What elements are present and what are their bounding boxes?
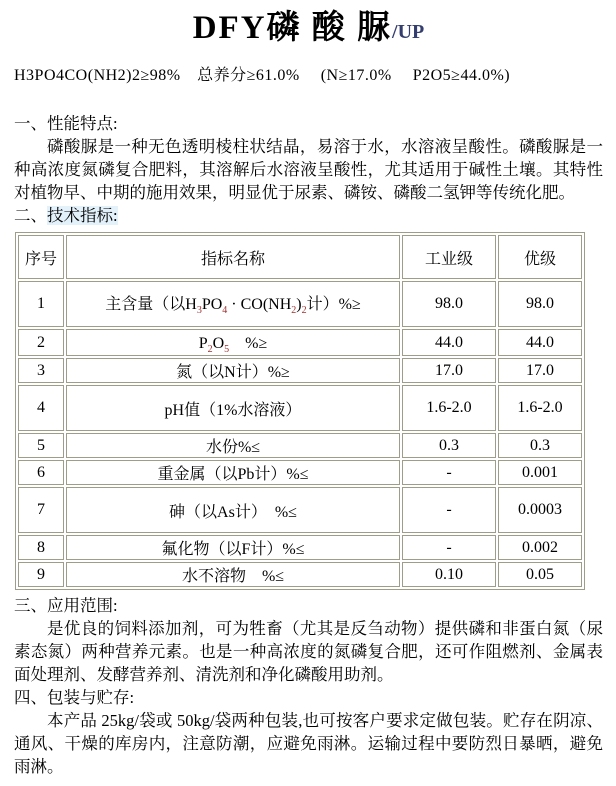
table-row (18, 329, 582, 356)
row-no-cell: 6 (18, 460, 64, 485)
row-no-cell: 4 (18, 385, 64, 431)
specs-table (15, 232, 585, 590)
premium-value-cell: 0.002 (498, 535, 582, 560)
industrial-value-cell: 0.3 (402, 433, 496, 458)
industrial-value-cell: 98.0 (402, 281, 496, 327)
premium-value-cell: 1.6-2.0 (498, 385, 582, 431)
premium-value-cell: 44.0 (498, 329, 582, 356)
indicator-name-cell: 主含量（以$H_3PO_4 \cdot CO(NH_2)_2$计）%≥ (66, 281, 400, 327)
col-header-name: 指标名称 (66, 235, 400, 279)
premium-value-cell: 0.3 (498, 433, 582, 458)
section-specs-heading-prefix: 二、 (14, 206, 47, 225)
formula-line: H3PO4CO(NH2)2≥98% 总养分≥61.0% (N≥17.0% P2O5≥44.0%) (14, 67, 511, 84)
row-no-cell: 1 (18, 281, 64, 327)
premium-value-cell: 0.05 (498, 562, 582, 587)
table-row (18, 385, 582, 431)
industrial-value-cell: - (402, 460, 496, 485)
premium-value-cell: 0.0003 (498, 487, 582, 533)
row-no-cell: 5 (18, 433, 64, 458)
page-title-suffix: /UP (392, 21, 425, 43)
row-no-cell: 9 (18, 562, 64, 587)
section-specs-heading-text: 技术指标: (47, 206, 118, 225)
col-header-premium: 优级 (498, 235, 582, 279)
indicator-name-cell: 水不溶物 %≤ (66, 562, 400, 587)
section-specs-heading (14, 204, 603, 227)
row-no-cell: 3 (18, 358, 64, 383)
table-row (18, 460, 582, 485)
indicator-name-cell: 水份%≤ (66, 433, 400, 458)
premium-value-cell: 98.0 (498, 281, 582, 327)
premium-value-cell: 17.0 (498, 358, 582, 383)
section-features-heading: 一、性能特点: (14, 114, 118, 133)
indicator-name-cell: 氟化物（以F计）%≤ (66, 535, 400, 560)
table-row (18, 281, 582, 327)
premium-value-cell: 0.001 (498, 460, 582, 485)
indicator-name-cell: 重金属（以Pb计）%≤ (66, 460, 400, 485)
section-features-body: 磷酸脲是一种无色透明棱柱状结晶，易溶于水，水溶液呈酸性。磷酸脲是一种高浓度氮磷复合肥料，其溶解后水溶液呈酸性，尤其适用于碱性土壤。其特性对植物早、中期的施用效果，明显优于尿素、磷铵、磷酸二氢钾等传统化肥。 (14, 137, 603, 202)
indicator-name-cell: pH值（1%水溶液） (66, 385, 400, 431)
row-no-cell: 2 (18, 329, 64, 356)
table-row (18, 487, 582, 533)
row-no-cell: 7 (18, 487, 64, 533)
industrial-value-cell: 1.6-2.0 (402, 385, 496, 431)
industrial-value-cell: 0.10 (402, 562, 496, 587)
industrial-value-cell: - (402, 487, 496, 533)
col-header-no: 序号 (18, 235, 64, 279)
indicator-name-cell: 砷（以As计） %≤ (66, 487, 400, 533)
section-packaging-body: 本产品 25kg/袋或 50kg/袋两种包装,也可按客户要求定做包装。贮存在阴凉、通风、干燥的库房内，注意防潮，应避免雨淋。运输过程中要防烈日暴晒，避免雨淋。 (14, 711, 603, 777)
table-row (18, 535, 582, 560)
industrial-value-cell: 44.0 (402, 329, 496, 356)
section-applications-heading: 三、应用范围: (14, 596, 118, 616)
row-no-cell: 8 (18, 535, 64, 560)
indicator-name-cell: $P_2O_5$ %≥ (66, 329, 400, 356)
table-row (18, 358, 582, 383)
page-title-main: DFY磷 酸 脲 (192, 10, 393, 46)
col-header-industrial: 工业级 (402, 235, 496, 279)
table-header-row (18, 235, 582, 279)
section-packaging-heading: 四、包装与贮存: (14, 688, 135, 708)
table-row (18, 433, 582, 458)
indicator-name-cell: 氮（以N计）%≥ (66, 358, 400, 383)
industrial-value-cell: 17.0 (402, 358, 496, 383)
table-row (18, 562, 582, 587)
industrial-value-cell: - (402, 535, 496, 560)
section-applications-body: 是优良的饲料添加剂，可为牲畜（尤其是反刍动物）提供磷和非蛋白氮（尿素态氮）两种营养元素。也是一种高浓度的氮磷复合肥，还可作阻燃剂、金属表面处理剂、发酵营养剂、清洗剂和净化磷酸用助剂。 (14, 619, 603, 685)
page-title (14, 6, 603, 54)
